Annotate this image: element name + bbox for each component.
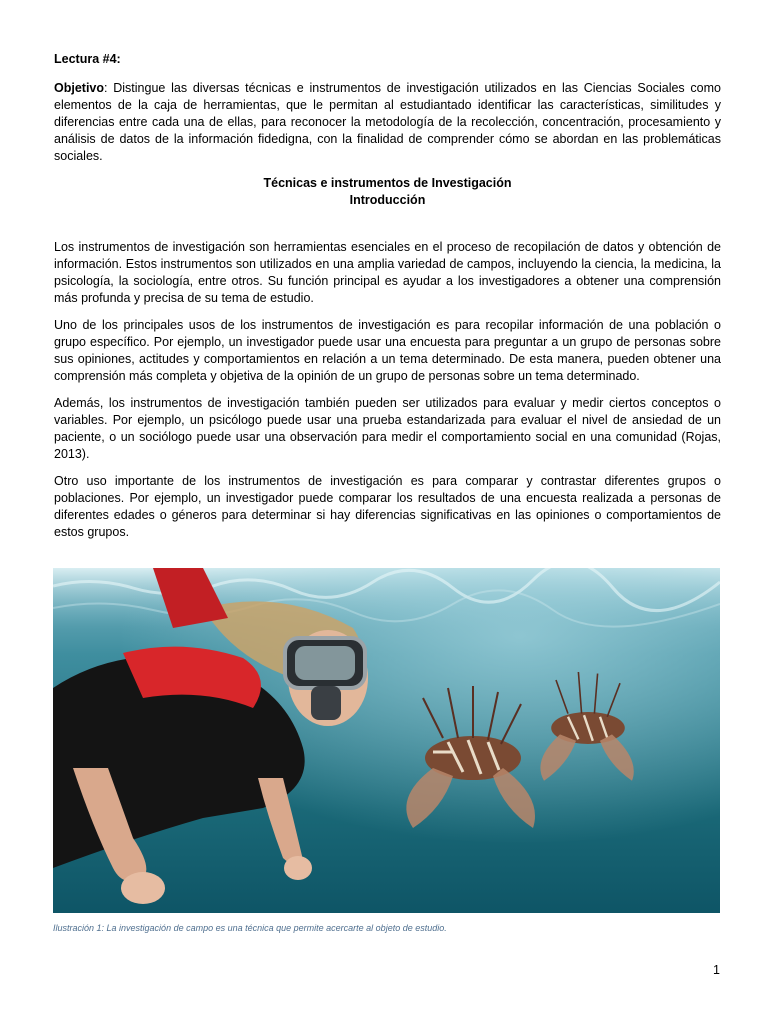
- sub-title: Introducción: [349, 193, 426, 207]
- objective-paragraph: [54, 80, 721, 165]
- lectura-heading: Lectura #4:: [54, 52, 121, 66]
- document-page: [54, 52, 721, 551]
- figure-caption: Ilustración 1: La investigación de campo es una técnica que permite acercarte al objeto de estudio.: [53, 923, 447, 933]
- underwater-photo: [53, 568, 720, 913]
- section-titles: [54, 175, 721, 209]
- paragraph-2: Uno de los principales usos de los instrumentos de investigación es para recopilar información de una población o grupo específico. Por ejemplo, un investigador puede usar una encuesta para preguntar a un grupo de personas sobre sus opiniones, actitudes y comportamientos en relación a un tema determinado. De esta manera, pueden obtener una comprensión más completa y objetiva de la opinión de un grupo de personas sobre un tema determinado.: [54, 318, 721, 383]
- paragraph-4: Otro uso importante de los instrumentos de investigación es para comparar y contrastar diferentes grupos o poblaciones. Por ejemplo, un investigador puede comparar los resultados de una encuesta realizada a personas de diferentes edades o géneros para determinar si hay diferencias significativas en las opiniones o comportamientos de estos grupos.: [54, 474, 721, 539]
- main-title: Técnicas e instrumentos de Investigación: [263, 176, 512, 190]
- objective-text: : Distingue las diversas técnicas e instrumentos de investigación utilizados en las Ciencias Sociales como elementos de la caja de herramientas, que le permitan al estudiantado identificar las características, similitudes y diferencias entre cada una de ellas, para reconocer la metodología de la recolección, concentración, procesamiento y análisis de datos de la información fidedigna, con la finalidad de comprender cómo se abordan en las problemáticas sociales.: [54, 81, 721, 163]
- page-number: 1: [713, 963, 720, 977]
- objective-label: Objetivo: [54, 81, 105, 95]
- paragraph-1: Los instrumentos de investigación son herramientas esenciales en el proceso de recopilación de datos y obtención de información. Estos instrumentos son utilizados en una amplia variedad de campos, incluyendo la ciencia, la medicina, la psicología, la sociología, entre otros. Su función principal es ayudar a los investigadores a obtener una comprensión más profunda y precisa de su tema de estudio.: [54, 240, 721, 305]
- paragraph-3: Además, los instrumentos de investigación también pueden ser utilizados para evaluar y medir ciertos conceptos o variables. Por ejemplo, un psicólogo puede usar una prueba estandarizada para evaluar el nivel de ansiedad de un paciente, o un sociólogo puede usar una observación para medir el comportamiento social en una comunidad (Rojas, 2013).: [54, 396, 721, 461]
